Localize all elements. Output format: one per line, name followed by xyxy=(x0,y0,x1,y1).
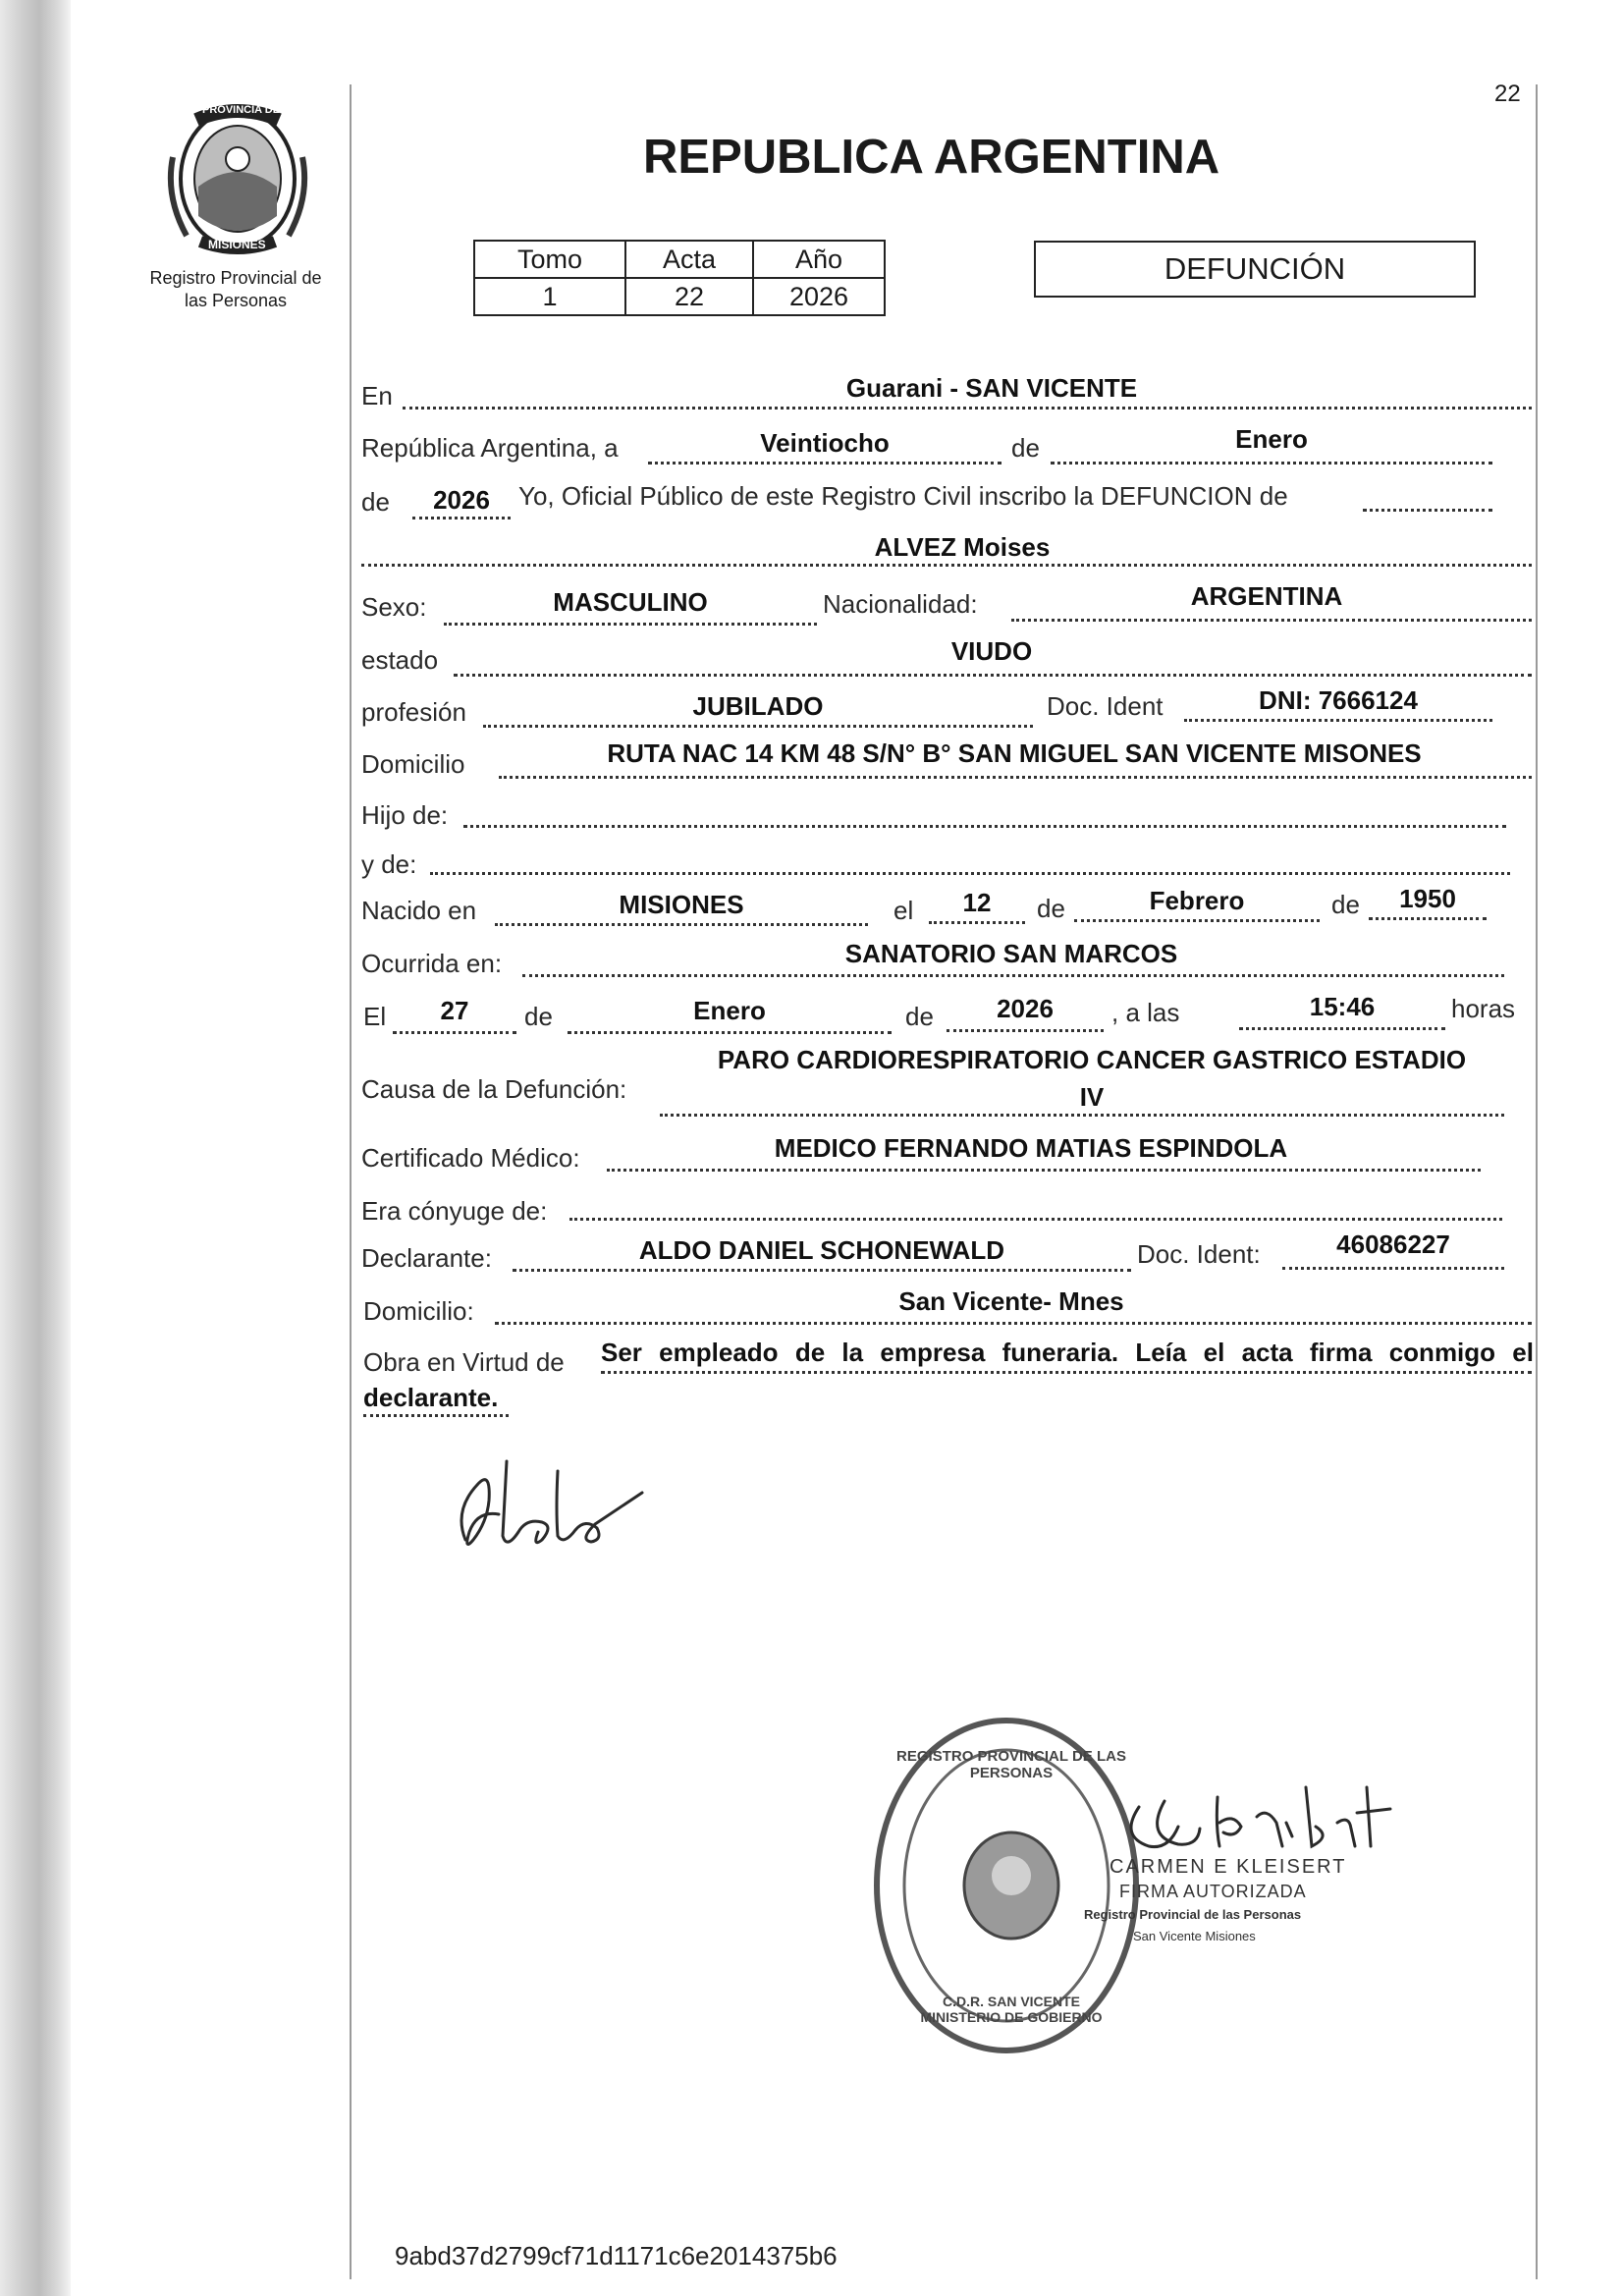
nac-anio-value: 1950 xyxy=(1399,884,1456,913)
obra-underline-2 xyxy=(363,1414,509,1417)
conyuge-label: Era cónyuge de: xyxy=(361,1196,548,1226)
causa-line-2: IV xyxy=(1079,1082,1105,1112)
hora-value: 15:46 xyxy=(1309,992,1376,1021)
mes-underline xyxy=(1051,462,1492,465)
el-label: el xyxy=(893,896,914,925)
nombre-value: ALVEZ Moises xyxy=(874,532,1051,562)
nac-dia-underline xyxy=(929,921,1025,924)
yde-underline xyxy=(430,872,1510,875)
nacido-en-value: MISIONES xyxy=(619,890,744,919)
causa-underline xyxy=(660,1114,1504,1117)
de-label-6: de xyxy=(905,1002,934,1031)
hijo-underline xyxy=(463,825,1506,828)
declarante-domicilio-value: San Vicente- Mnes xyxy=(898,1286,1124,1316)
dia-texto: Veintiocho xyxy=(760,428,890,458)
domicilio-label: Domicilio xyxy=(361,749,465,779)
yo-text: Yo, Oficial Público de este Registro Civil inscribo la DEFUNCION de xyxy=(518,481,1288,511)
ocurrida-underline xyxy=(522,974,1504,977)
declarante-underline xyxy=(513,1269,1131,1272)
def-anio-value: 2026 xyxy=(997,994,1054,1023)
de-label-2: de xyxy=(361,487,390,517)
doc-ident2-label: Doc. Ident: xyxy=(1137,1239,1261,1269)
def-dia-value: 27 xyxy=(440,996,469,1025)
lugar-value: Guarani - SAN VICENTE xyxy=(845,373,1138,403)
domicilio-value: RUTA NAC 14 KM 48 S/N° B° SAN MIGUEL SAN VICENTE MISONES xyxy=(607,738,1422,768)
en-label: En xyxy=(361,381,393,410)
profesion-value: JUBILADO xyxy=(692,691,824,721)
estado-label: estado xyxy=(361,645,439,675)
registry-name: Registro Provincial de las Personas xyxy=(149,268,322,310)
de-label-1: de xyxy=(1011,433,1040,463)
certificado-label: Certificado Médico: xyxy=(361,1143,580,1173)
hora-underline xyxy=(1239,1027,1445,1030)
official-role: FIRMA AUTORIZADA xyxy=(1119,1882,1307,1901)
right-margin-line xyxy=(1536,84,1538,2279)
profesion-underline xyxy=(483,725,1033,728)
record-type-box: DEFUNCIÓN xyxy=(1034,241,1476,298)
yo-underline xyxy=(1363,509,1492,512)
acta-value: 22 xyxy=(625,278,753,315)
def-dia-underline xyxy=(393,1031,516,1034)
nacido-label: Nacido en xyxy=(361,896,477,925)
nac-anio-underline xyxy=(1369,917,1487,920)
el2-label: El xyxy=(363,1002,387,1031)
certificado-underline xyxy=(607,1169,1481,1172)
anio-underline xyxy=(412,517,511,519)
conyuge-underline xyxy=(569,1218,1502,1221)
official-name: CARMEN E KLEISERT xyxy=(1110,1856,1347,1878)
dia-underline xyxy=(648,462,1001,465)
acta-header: Acta xyxy=(625,241,753,278)
nacionalidad-underline xyxy=(1011,619,1532,622)
declarante-value: ALDO DANIEL SCHONEWALD xyxy=(638,1235,1005,1265)
causa-line-1: PARO CARDIORESPIRATORIO CANCER GASTRICO ESTADIO xyxy=(717,1045,1467,1074)
page-title: REPUBLICA ARGENTINA xyxy=(643,131,1220,184)
obra-underline xyxy=(601,1371,1532,1374)
republica-label: República Argentina, a xyxy=(361,433,619,463)
official-office: Registro Provincial de las Personas xyxy=(1084,1907,1302,1922)
left-margin-line xyxy=(350,84,352,2279)
declarante-doc-value: 46086227 xyxy=(1336,1230,1450,1259)
sexo-value: MASCULINO xyxy=(553,587,708,617)
doc-ident-value: DNI: 7666124 xyxy=(1259,685,1418,715)
certificado-value: MEDICO FERNANDO MATIAS ESPINDOLA xyxy=(774,1133,1288,1163)
nac-dia-value: 12 xyxy=(962,888,992,917)
declarante-label: Declarante: xyxy=(361,1243,492,1273)
def-anio-underline xyxy=(947,1029,1104,1032)
anio-header: Año xyxy=(753,241,885,278)
anio-inscripcion: 2026 xyxy=(433,485,490,515)
obra-text-2: declarante. xyxy=(363,1383,499,1412)
province-seal-logo: PROVINCIA DE MISIONES xyxy=(159,98,316,255)
profesion-label: profesión xyxy=(361,697,466,727)
ocurrida-value: SANATORIO SAN MARCOS xyxy=(844,939,1178,968)
domicilio2-underline xyxy=(495,1322,1532,1325)
anio-value: 2026 xyxy=(753,278,885,315)
declarante-doc-underline xyxy=(1282,1267,1504,1270)
record-table xyxy=(473,240,886,316)
estado-value: VIUDO xyxy=(950,636,1033,666)
domicilio-underline xyxy=(499,776,1532,779)
def-mes-value: Enero xyxy=(693,996,766,1025)
de-label-3: de xyxy=(1037,894,1065,923)
sexo-label: Sexo: xyxy=(361,592,427,622)
official-signature xyxy=(1110,1768,1424,1866)
def-mes-underline xyxy=(568,1031,892,1034)
mes-value: Enero xyxy=(1235,424,1308,454)
declarante-signature xyxy=(448,1442,664,1559)
tomo-header: Tomo xyxy=(474,241,625,278)
obra-text: Ser empleado de la empresa funeraria. Leía el acta firma conmigo el xyxy=(601,1338,1534,1367)
causa-label: Causa de la Defunción: xyxy=(361,1074,627,1104)
lugar-underline xyxy=(403,407,1532,410)
page-number: 22 xyxy=(1494,81,1521,107)
doc-ident-underline xyxy=(1184,719,1492,722)
doc-ident-label: Doc. Ident xyxy=(1047,691,1164,721)
yde-label: y de: xyxy=(361,849,417,879)
hijo-label: Hijo de: xyxy=(361,800,449,830)
de-label-4: de xyxy=(1331,890,1360,919)
nacionalidad-value: ARGENTINA xyxy=(1190,581,1343,611)
scan-edge xyxy=(0,0,71,2296)
obra-label: Obra en Virtud de xyxy=(363,1347,565,1377)
nac-mes-underline xyxy=(1074,919,1320,922)
estado-underline xyxy=(454,674,1532,677)
nacionalidad-label: Nacionalidad: xyxy=(823,589,978,619)
tomo-value: 1 xyxy=(474,278,625,315)
nac-mes-value: Febrero xyxy=(1149,886,1245,915)
nombre-underline xyxy=(361,564,1532,567)
domicilio2-label: Domicilio: xyxy=(363,1296,474,1326)
alas-label: , a las xyxy=(1111,998,1180,1027)
footer-hash: 9abd37d2799cf71d1171c6e2014375b6 xyxy=(395,2241,838,2270)
ocurrida-label: Ocurrida en: xyxy=(361,949,503,978)
sexo-underline xyxy=(444,623,817,626)
de-label-5: de xyxy=(524,1002,553,1031)
official-place: San Vicente Misiones xyxy=(1133,1929,1256,1943)
official-stamp: REGISTRO PROVINCIAL DE LAS PERSONAS C.D.R. SAN VICENTE MINISTERIO DE GOBIERNO xyxy=(864,1709,1149,2062)
nacido-underline xyxy=(495,923,868,926)
horas-label: horas xyxy=(1451,994,1516,1023)
